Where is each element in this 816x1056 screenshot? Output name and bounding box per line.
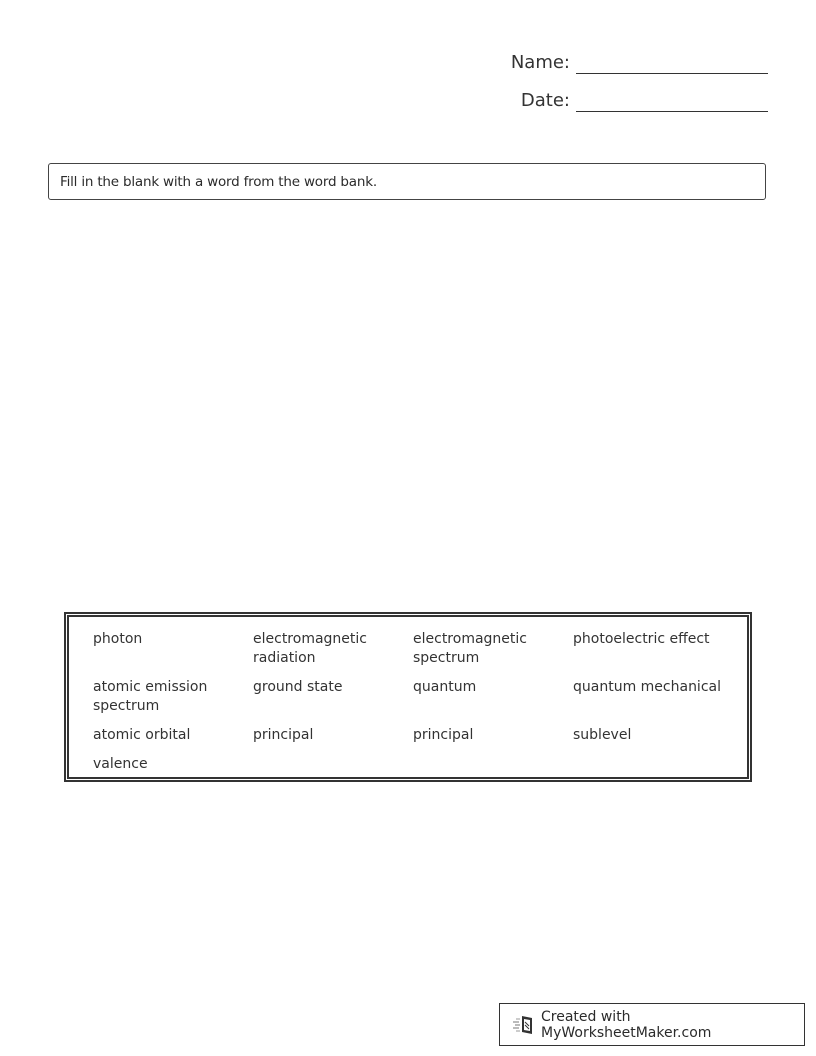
- date-blank-line[interactable]: [576, 91, 768, 112]
- word-bank-item: atomic emission spectrum: [93, 679, 208, 714]
- word-bank-item: sublevel: [573, 727, 632, 743]
- instructions-text: Fill in the blank with a word from the word bank.: [60, 173, 377, 190]
- name-blank-line[interactable]: [576, 53, 768, 74]
- name-field: [511, 52, 768, 74]
- word-bank-item: principal: [413, 727, 474, 743]
- word-bank: [64, 612, 752, 782]
- word-bank-item: principal: [253, 727, 314, 743]
- word-bank-item: photoelectric effect: [573, 631, 710, 647]
- date-label: Date:: [520, 90, 570, 111]
- date-field: [521, 90, 768, 112]
- word-bank-item: ground state: [253, 679, 343, 695]
- word-bank-grid: [93, 630, 733, 774]
- instructions-box: [48, 163, 766, 200]
- worksheet-maker-logo-icon: [512, 1014, 536, 1036]
- word-bank-item: photon: [93, 631, 143, 647]
- word-bank-item: atomic orbital: [93, 727, 191, 743]
- footer-text: Created with MyWorksheetMaker.com: [541, 1008, 712, 1041]
- word-bank-item: valence: [93, 756, 148, 772]
- word-bank-item: quantum mechanical: [573, 679, 721, 695]
- word-bank-item: electromagnetic radiation: [253, 631, 367, 666]
- word-bank-item: electromagnetic spectrum: [413, 631, 527, 666]
- name-label: Name:: [510, 52, 570, 73]
- footer-badge[interactable]: [499, 1003, 805, 1046]
- word-bank-item: quantum: [413, 679, 477, 695]
